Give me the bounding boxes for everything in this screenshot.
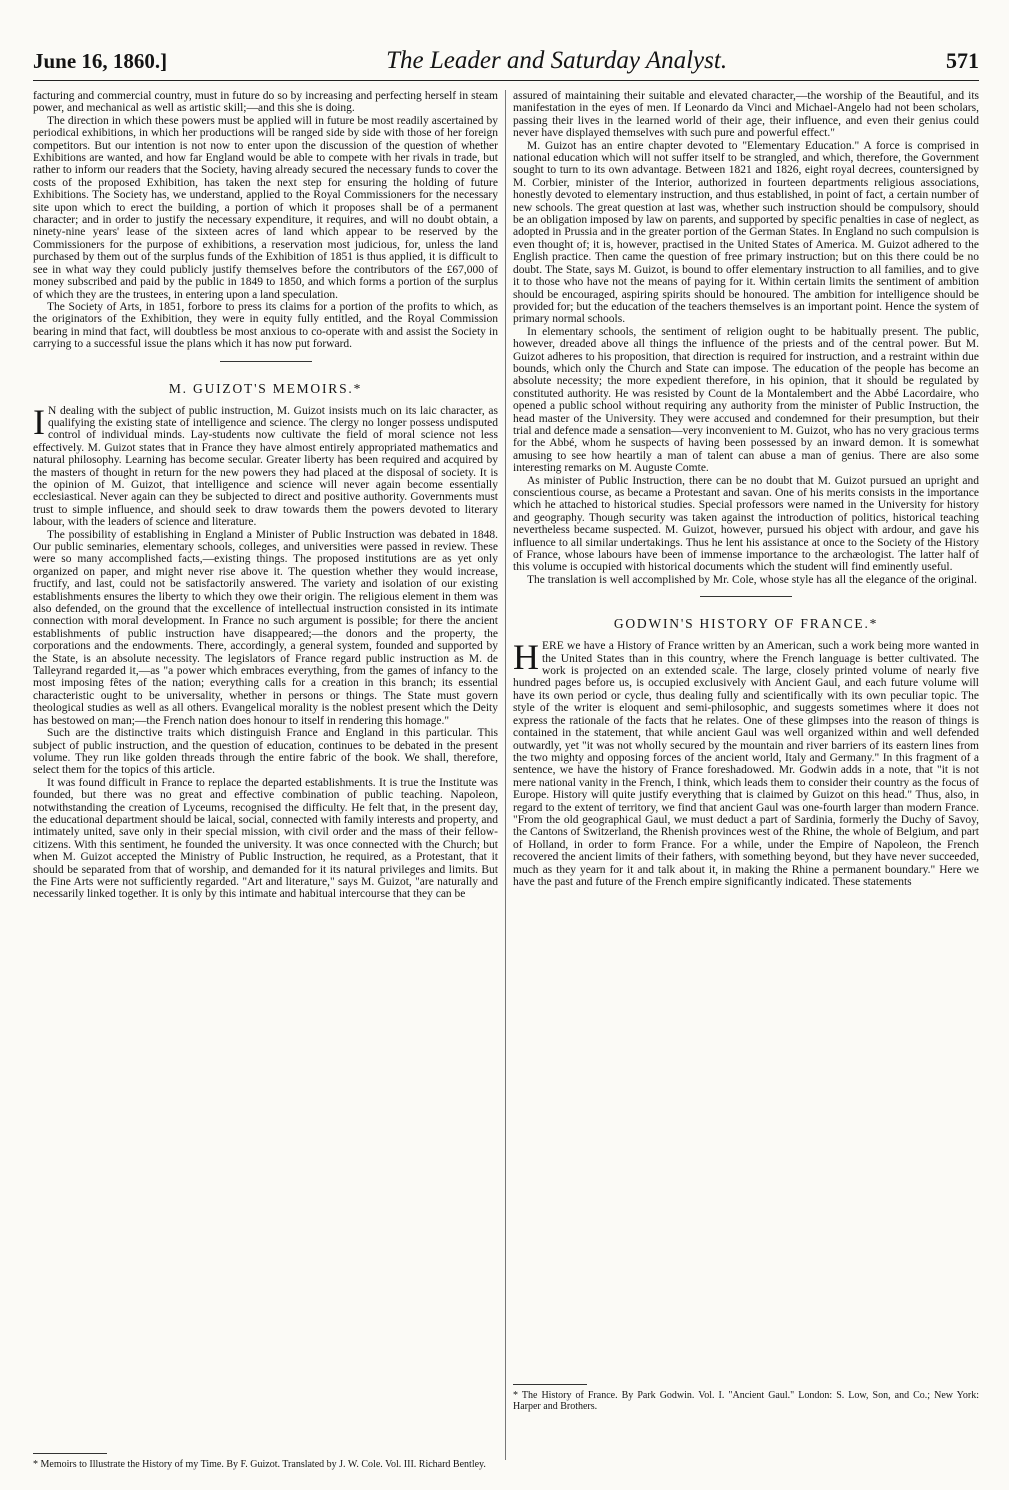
intro-paragraph: facturing and commercial country, must in future do so by increasing and perfecting herself in steam power, and mechanical as well as artistic skill;—and this she is doing.: [33, 90, 498, 115]
footnote-rule: [513, 1384, 587, 1385]
lead-text: ERE we have a History of France written by an American, such a work being more wanted in the United States than in this country, where the French language is better cultivated. The work is projected on an extended scale. The large, closely printed volume of nearly five hundred pages before us, is occupied exclusively with Ancient Gaul, and each future volume will have its own period or cycle, thus dealing fully and scientifically with its own peculiar topic. The style of the writer is eloquent and semi-philosophic, and suggests sometimes where it does not express the rationale of the facts that he relates. One of these glimpses into the reason of things is contained in the statement, that while ancient Gaul was well organized within and well defended outwardly, yet "it was not wholly secured by the mountain and river barriers of its eastern lines from the two mighty and opposing forces of the ancient world, Italy and Germany." In this fragment of a sentence, we have the history of France foreshadowed. Mr. Godwin adds in a note, that "it is not mere national vanity in the French, I think, which leads them to consider their country as the focus of Europe. History will quite justify everything that is claimed by Guizot on this head." Thus, also, in regard to the extent of territory, we find that ancient Gaul was one-fourth larger than modern France. "From the old geographical Gaul, we must deduct a part of Sardinia, formerly the Duchy of Savoy, the Cantons of Switzerland, the Rhenish provinces west of the Rhine, the whole of Belgium, and part of Holland, in order to form France. For a while, under the Empire of Napoleon, the French recovered the ancient limits of their fathers, with something beyond, but they have never succeeded, much as they yearn for it and talk about it, in making the Rhine a permanent boundary." Here we have the past and future of the French empire significantly indicated. These statements: [513, 640, 979, 888]
guizot-footnote: * Memoirs to Illustrate the History of my Time. By F. Guizot. Translated by J. W. Cole. Vol. III. Richard Bentley.: [33, 1459, 486, 1470]
masthead: [33, 44, 979, 81]
godwin-footnote: * The History of France. By Park Godwin. Vol. I. "Ancient Gaul." London: S. Low, Son, and Co.; New York: Harper and Brothers.: [513, 1390, 979, 1412]
intro-paragraph: The direction in which these powers must be applied will in future be most readily ascertained by periodical exhibitions, in which her productions will be ranged side by side with those of her foreign competitors. But our intention is not now to enter upon the discussion of the question of whether Exhibitions are wanted, and how far England would be able to compete with her rivals in trade, but rather to inform our readers that the Society, having already secured the necessary funds to cover the costs of the proposed Exhibition, has taken the next step for ensuring the holding of future Exhibitions. The Society has, we understand, applied to the Royal Commissioners for the necessary site upon which to erect the building, a portion of which it proposes shall be of a permanent character; and in order to justify the necessary expenditure, it requires, and will no doubt obtain, a ninety-nine years' lease of the sixteen acres of land which appear to be reserved by the Commissioners for the purpose of exhibitions, a reservation most judicious, for, unless the land purchased by them out of the surplus funds of the Exhibition of 1851 is thus applied, it is difficult to see in what way they could publicly justify themselves before the contributors of the £67,000 of money subscribed and paid by the public in 1849 to 1850, and which forms a portion of the surplus of which they are the trustees, in entering upon a land speculation.: [33, 114, 498, 301]
left-footnote-block: [33, 1439, 498, 1470]
left-column-body: [33, 90, 498, 1422]
guizot-paragraph: It was found difficult in France to replace the departed establishments. It is true the Institute was founded, but there was no great and effective combination of public teaching. Napoleon, notwithstanding the creation of Lyceums, recognised the difficulty. He felt that, in the present day, the educational department should be laical, social, connected with family interests and property, and intimately united, save only in their special mission, with civil order and the mass of their fellow-citizens. With this sentiment, he founded the university. It was once connected with the Church; but when M. Guizot accepted the Ministry of Public Instruction, he required, as a Protestant, that it should be separated from that of worship, and demanded for it its natural privileges and limits. But the Fine Arts were not sufficiently regarded. "Art and literature," says M. Guizot, "are naturally and necessarily linked together. It is only by this intimate and habitual intercourse that they can be: [33, 776, 498, 901]
section-divider: [700, 596, 792, 597]
guizot-memoirs-heading: M. GUIZOT'S MEMOIRS.*: [168, 380, 363, 396]
guizot-paragraph: The translation is well accomplished by Mr. Cole, whose style has all the elegance of the original.: [527, 573, 977, 586]
guizot-paragraph: In elementary schools, the sentiment of religion ought to be habitually present. The public, however, dreaded above all things the influence of the priests and of the central power. But M. Guizot adheres to his proposition, that direction is required for instruction, and a restraint within due bounds, which only the Church and State can impose. The education of the people has become an absolute necessity; the more expedient therefore, in his opinion, that it should be regulated by constituted authority. He was resisted by Count de la Montalembert and the Abbé Lacordaire, who opened a public school without requiring any authority from the minister of Public Instruction, the head master of the University. They were accused and condemned for their presumption, but their trial and defence made a sensation—very inconvenient to M. Guizot, who has no very gracious terms for the Abbé, whom he suspects of having been possessed by an inward demon. It is somewhat amusing to see how heartily a man of talent can abuse a man of genius. There are also some interesting remarks on M. Auguste Comte.: [513, 325, 979, 475]
godwin-article-lead: [513, 637, 979, 888]
left-column: [33, 90, 498, 1470]
godwin-history-heading: GODWIN'S HISTORY OF FRANCE.*: [613, 616, 879, 632]
lead-text: N dealing with the subject of public instruction, M. Guizot insists much on its laic character, as qualifying the existing state of intelligence and science. The clergy no longer possess undisputed control of individual minds. Lay-students now cultivate the field of moral science not less effectively. M. Guizot states that in France they have almost entirely appropriated mathematics and natural philosophy. Learning has become secular. Greater liberty has been required and acquired by the masters of thought in return for the new powers they had placed at the disposal of society. It is the opinion of M. Guizot, that intelligence and science will never again become essentially ecclesiastical. Never again can they be subjected to direct and positive authority. Governments must trust to simple influence, and should seek to draw towards them the powers devoted to literary labour, with the leaders of science and literature.: [33, 404, 498, 529]
publication-title: The Leader and Saturday Analyst.: [386, 47, 728, 74]
columns: [33, 90, 979, 1470]
guizot-paragraph: Such are the distinctive traits which distinguish France and England in this particular. This subject of public instruction, and the question of education, continues to be debated in the present volume. They run like golden threads through the entire fabric of the book. We shall, therefore, select them for the topics of this article.: [33, 727, 498, 777]
guizot-paragraph: The possibility of establishing in England a Minister of Public Instruction was debated in 1848. Our public seminaries, elementary schools, colleges, and universities were passed in review. These were so many accomplished facts,—existing things. The proposed institutions are as yet only organized on paper, and might never rise above it. The question whether they would increase, fructify, and last, could not be satisfactorily answered. The variety and isolation of our existing establishments ensures the liberty to which they owe their origin. The religious element in them was also defended, on the ground that the excellence of intellectual instruction consisted in its intimate connection with moral development. In France no such argument is possible; for there the ancient establishments of public instruction have disappeared;—the donors and the property, the corporations and the endowments. There, accordingly, a general system, founded and supported by the State, is an absolute necessity. The legislators of France regard public instruction as M. de Talleyrand regarded it,—as "a power which embraces everything, from the games of infancy to the most imposing fêtes of the nation; everything calls for a creation in this branch; its essential characteristic ought to be universality, whether in persons or things. The State must govern theological studies as well as all others. Evangelical morality is the noblest present which the Deity has bestowed on man;—the French nation does honour to itself in rendering this homage.": [33, 528, 498, 727]
right-column: [513, 90, 979, 1470]
issue-date: June 16, 1860.]: [33, 49, 168, 73]
drop-cap: I: [33, 401, 45, 442]
intro-paragraph: The Society of Arts, in 1851, forbore to press its claims for a portion of the profits to which, as the originators of the Exhibition, they were in equity fully entitled, and the Royal Commission bearing in mind that fact, will doubtless be most anxious to co-operate with and assist the Society in carrying to a successful issue the plans which it has now put forward.: [33, 300, 498, 351]
page-number: 571: [946, 48, 979, 73]
drop-cap: H: [513, 637, 539, 678]
guizot-paragraph: As minister of Public Instruction, there can be no doubt that M. Guizot pursued an upright and conscientious course, as became a Protestant and savan. One of his merits consists in the importance which he attached to historical studies. Special professors were named in the University for history and geography. Though security was taken against the introduction of politics, historical teaching nevertheless became suspected. M. Guizot, however, pursued his object with ardour, and gave his influence to all similar undertakings. Thus he lent his assistance at once to the Society of the History of France, whose labours have been of immense importance to the archæologist. The latter half of this volume is occupied with historical documents which the student will find eminently useful.: [513, 474, 979, 574]
guizot-continuation: assured of maintaining their suitable and elevated character,—the worship of the Beautiful, and its manifestation in the eyes of men. If Leonardo da Vinci and Michael-Angelo had not been scholars, passing their lives in the learned world of their age, their influence, and even their genius could never have displayed themselves with such pure and powerful effect.": [513, 90, 979, 140]
guizot-article-lead: [33, 401, 498, 529]
right-column-body: [513, 90, 979, 1366]
section-divider: [220, 361, 312, 362]
column-rule: [505, 90, 506, 1460]
footnote-rule: [33, 1453, 107, 1454]
guizot-paragraph: M. Guizot has an entire chapter devoted to "Elementary Education." A force is comprised in national education which will not suffer itself to be strangled, and which, therefore, the Government sought to turn to its own advantage. Between 1821 and 1826, eight royal decrees, countersigned by M. Corbier, minister of the Interior, authorized in fourteen departments religious associations, honestly devoted to elementary instruction, and thus established, in point of fact, a certain number of new schools. The great question at last was, whether such instruction should be compulsory, should be an obligation imposed by law on parents, and supported by specific penalties in case of neglect, as adopted in Prussia and in the greater portion of the German States. In England no such compulsion is even thought of; it is, however, practised in the United States of America. M. Guizot adhered to the English practice. Then came the question of free primary instruction; but on this there could be no doubt. The State, says M. Guizot, is bound to offer elementary instruction to all families, and to give it to those who have not the means of paying for it. Within certain limits the sentiment of ambition should be encouraged, aspiring spirits should be honoured. The ambition for intelligence should be provided for; but the education of the teachers themselves is an important point. Hence the system of primary normal schools.: [513, 139, 979, 326]
right-footnote-block: [513, 1370, 979, 1412]
